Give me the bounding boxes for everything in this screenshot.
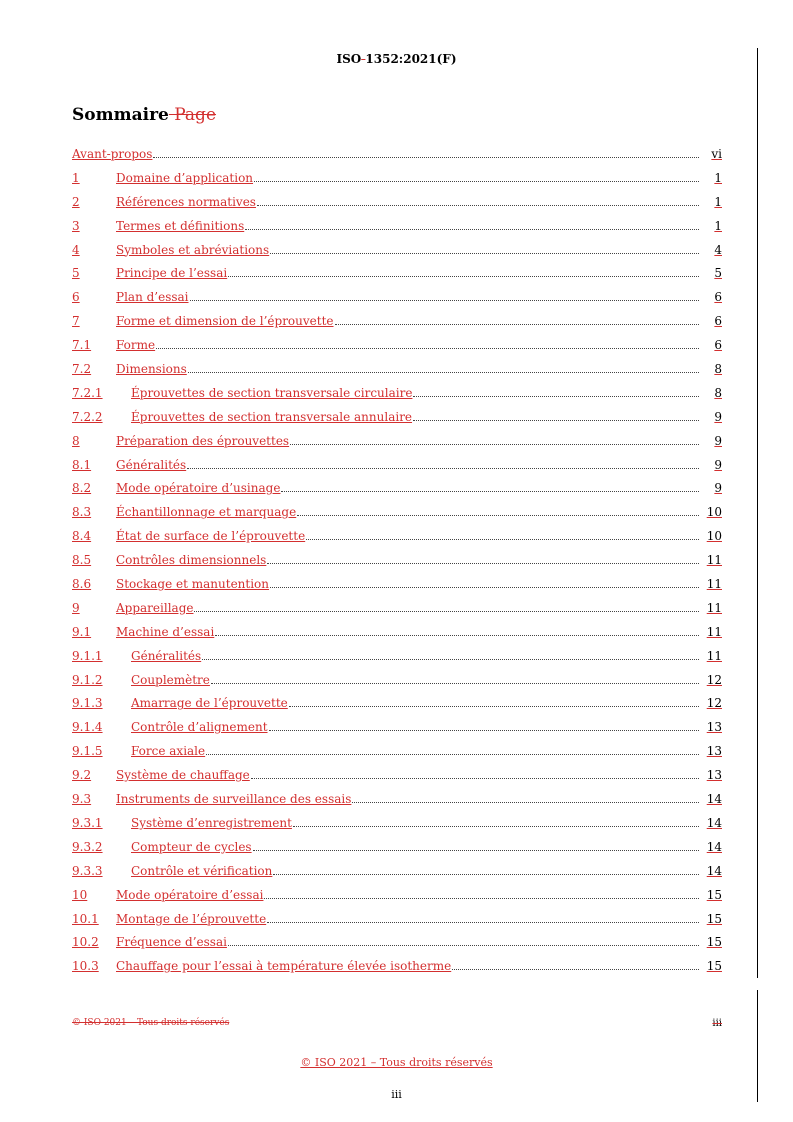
toc-entry-page: 6 bbox=[714, 338, 722, 353]
toc-entry-title: Références normatives bbox=[116, 194, 256, 209]
toc-entry-title: Stockage et manutention bbox=[116, 577, 270, 592]
toc-entry-title: Contrôle d’alignement bbox=[131, 720, 268, 735]
toc-entry bbox=[72, 264, 722, 288]
toc-entry bbox=[72, 599, 722, 623]
toc-dot-leader bbox=[211, 672, 699, 684]
toc-entry-number: 10.3 bbox=[72, 959, 99, 974]
toc-dot-leader bbox=[253, 839, 699, 851]
toc-entry-page: 11 bbox=[706, 624, 722, 639]
toc-dot-leader bbox=[352, 791, 699, 803]
toc-entry-page: 11 bbox=[706, 577, 722, 592]
toc-entry-page: 1 bbox=[714, 194, 722, 209]
toc-entry bbox=[72, 193, 722, 217]
toc-entry-link[interactable] bbox=[72, 910, 700, 928]
toc-entry-link[interactable] bbox=[72, 718, 700, 736]
toc-entry bbox=[72, 145, 722, 169]
toc-entry bbox=[72, 671, 722, 695]
toc-entry-number: 9.1.1 bbox=[72, 648, 103, 663]
toc-entry-number: 7.2 bbox=[72, 362, 92, 377]
toc-dot-leader bbox=[289, 695, 699, 707]
toc-entry-number: 7.2.1 bbox=[72, 385, 103, 400]
toc-entry-title: État de surface de l’éprouvette bbox=[116, 529, 306, 544]
toc-dot-leader bbox=[267, 552, 699, 564]
toc-entry bbox=[72, 360, 722, 384]
document-header bbox=[0, 52, 793, 66]
toc-entry-page: 4 bbox=[714, 242, 722, 257]
toc-dot-leader bbox=[290, 433, 699, 445]
toc-entry-title: Chauffage pour l’essai à température élevée isotherme bbox=[116, 959, 452, 974]
toc-entry bbox=[72, 432, 722, 456]
toc-entry-link[interactable] bbox=[72, 217, 700, 235]
toc-entry-page: 15 bbox=[706, 887, 722, 902]
toc-entry-title: Dimensions bbox=[116, 362, 187, 377]
toc-entry-number: 2 bbox=[72, 194, 80, 209]
toc-entry-link[interactable] bbox=[72, 384, 700, 402]
old-footer-copyright: © ISO 2021 – Tous droits réservés bbox=[72, 1018, 230, 1028]
toc-dot-leader bbox=[206, 743, 699, 755]
toc-entry-link[interactable] bbox=[72, 503, 700, 521]
header-prefix: ISO bbox=[336, 52, 362, 66]
toc-entry-page: 8 bbox=[714, 362, 722, 377]
toc-entry-title: Fréquence d’essai bbox=[116, 935, 227, 950]
toc-entry-link[interactable] bbox=[72, 527, 700, 545]
toc-entry bbox=[72, 623, 722, 647]
toc-entry bbox=[72, 957, 722, 981]
toc-entry-page: 11 bbox=[706, 648, 722, 663]
toc-entry-number: 9.3.3 bbox=[72, 863, 103, 878]
toc-title bbox=[72, 105, 216, 125]
toc-entry-link[interactable] bbox=[72, 575, 700, 593]
toc-dot-leader bbox=[413, 385, 699, 397]
toc-entry bbox=[72, 814, 722, 838]
toc-entry-number: 9.1 bbox=[72, 624, 92, 639]
toc-entry-link[interactable] bbox=[72, 814, 700, 832]
table-of-contents bbox=[72, 145, 722, 981]
toc-dot-leader bbox=[306, 528, 699, 540]
toc-entry-link[interactable] bbox=[72, 647, 700, 665]
footer-copyright: © ISO 2021 – Tous droits réservés bbox=[300, 1056, 493, 1069]
toc-title-text: Sommaire bbox=[72, 105, 169, 125]
toc-entry-title: Machine d’essai bbox=[116, 624, 215, 639]
toc-entry-title: Symboles et abréviations bbox=[116, 242, 270, 257]
toc-entry-number: 8.6 bbox=[72, 577, 92, 592]
toc-entry-title: Amarrage de l’éprouvette bbox=[131, 696, 288, 711]
toc-entry bbox=[72, 910, 722, 934]
toc-entry-number: 9.3.2 bbox=[72, 839, 103, 854]
toc-entry-link[interactable] bbox=[72, 169, 700, 187]
toc-dot-leader bbox=[270, 242, 699, 254]
toc-entry-page: 8 bbox=[714, 385, 722, 400]
toc-entry bbox=[72, 479, 722, 503]
toc-dot-leader bbox=[281, 480, 699, 492]
toc-dot-leader bbox=[270, 576, 699, 588]
toc-entry-title: Généralités bbox=[116, 457, 187, 472]
page-number: iii bbox=[391, 1088, 402, 1101]
toc-entry-link[interactable] bbox=[72, 479, 700, 497]
toc-entry-page: 14 bbox=[706, 815, 722, 830]
toc-dot-leader bbox=[187, 457, 699, 469]
toc-entry bbox=[72, 408, 722, 432]
toc-dot-leader bbox=[269, 719, 699, 731]
toc-entry-number: 10 bbox=[72, 887, 88, 902]
toc-entry-link[interactable] bbox=[72, 862, 700, 880]
toc-entry-page: 14 bbox=[706, 839, 722, 854]
toc-entry-page: 9 bbox=[714, 481, 722, 496]
toc-dot-leader bbox=[273, 863, 699, 875]
toc-entry-page: 15 bbox=[706, 935, 722, 950]
toc-entry-number: 7 bbox=[72, 314, 80, 329]
toc-entry-number: 5 bbox=[72, 266, 80, 281]
toc-entry bbox=[72, 838, 722, 862]
toc-dot-leader bbox=[228, 265, 699, 277]
toc-entry-number: 9.1.2 bbox=[72, 672, 103, 687]
toc-dot-leader bbox=[297, 504, 699, 516]
toc-entry-page: 13 bbox=[706, 744, 722, 759]
toc-entry-number: 8.2 bbox=[72, 481, 92, 496]
toc-dot-leader bbox=[215, 624, 699, 636]
toc-dot-leader bbox=[257, 194, 699, 206]
change-bar-top bbox=[757, 48, 758, 978]
old-footer bbox=[72, 1018, 722, 1028]
old-footer-page-number: iii bbox=[712, 1018, 722, 1029]
toc-entry-number: 9.3.1 bbox=[72, 815, 103, 830]
toc-entry-page: 12 bbox=[706, 696, 722, 711]
toc-entry-link[interactable] bbox=[72, 790, 700, 808]
toc-entry-number: 3 bbox=[72, 218, 80, 233]
toc-dot-leader bbox=[267, 911, 699, 923]
toc-dot-leader bbox=[245, 218, 699, 230]
toc-entry-title: Termes et définitions bbox=[116, 218, 245, 233]
toc-entry-title: Échantillonnage et marquage bbox=[116, 505, 297, 520]
toc-entry-number: 4 bbox=[72, 242, 80, 257]
toc-entry-link[interactable] bbox=[72, 193, 700, 211]
toc-entry-number: 8.5 bbox=[72, 553, 92, 568]
toc-entry-page: 5 bbox=[714, 266, 722, 281]
toc-entry-title: Appareillage bbox=[116, 600, 194, 615]
toc-dot-leader bbox=[264, 887, 699, 899]
toc-entry-number: 9.1.5 bbox=[72, 744, 103, 759]
toc-entry bbox=[72, 694, 722, 718]
toc-entry-link[interactable] bbox=[72, 671, 700, 689]
toc-entry-link[interactable] bbox=[72, 336, 700, 354]
toc-entry-link[interactable] bbox=[72, 694, 700, 712]
toc-entry-page: 15 bbox=[706, 959, 722, 974]
toc-entry bbox=[72, 312, 722, 336]
toc-entry bbox=[72, 527, 722, 551]
toc-entry-link[interactable] bbox=[72, 551, 700, 569]
toc-entry bbox=[72, 766, 722, 790]
toc-entry-title: Avant-propos bbox=[72, 147, 153, 161]
toc-entry bbox=[72, 503, 722, 527]
toc-entry-number: 1 bbox=[72, 170, 80, 185]
toc-entry-title: Forme bbox=[116, 338, 156, 353]
toc-page-column-label: Page bbox=[168, 105, 217, 125]
toc-entry-link[interactable] bbox=[72, 933, 700, 951]
toc-entry-number: 8.1 bbox=[72, 457, 92, 472]
toc-entry-link[interactable] bbox=[72, 241, 700, 259]
toc-entry-link[interactable] bbox=[72, 145, 700, 163]
toc-dot-leader bbox=[202, 648, 699, 660]
toc-entry-title: Force axiale bbox=[131, 744, 206, 759]
toc-entry bbox=[72, 384, 722, 408]
toc-entry-page: 6 bbox=[714, 290, 722, 305]
toc-entry-link[interactable] bbox=[72, 408, 700, 426]
toc-entry-page: 13 bbox=[706, 768, 722, 783]
toc-entry-title: Compteur de cycles bbox=[131, 839, 252, 854]
toc-entry-page: 9 bbox=[714, 457, 722, 472]
toc-entry bbox=[72, 456, 722, 480]
toc-entry bbox=[72, 718, 722, 742]
toc-entry-page: 14 bbox=[706, 792, 722, 807]
toc-entry-title: Contrôles dimensionnels bbox=[116, 553, 267, 568]
toc-entry-page: 1 bbox=[714, 218, 722, 233]
toc-entry-number: 9.1.3 bbox=[72, 696, 103, 711]
toc-dot-leader bbox=[190, 289, 699, 301]
toc-entry-page: 9 bbox=[714, 409, 722, 424]
toc-entry-title: Contrôle et vérification bbox=[131, 863, 273, 878]
toc-entry-title: Domaine d’application bbox=[116, 170, 254, 185]
toc-entry-page: 15 bbox=[706, 911, 722, 926]
toc-entry-link[interactable] bbox=[72, 360, 700, 378]
toc-entry-number: 9.1.4 bbox=[72, 720, 103, 735]
toc-dot-leader bbox=[156, 337, 699, 349]
toc-entry-link[interactable] bbox=[72, 623, 700, 641]
toc-entry-link[interactable] bbox=[72, 742, 700, 760]
toc-entry bbox=[72, 862, 722, 886]
toc-entry-number: 10.1 bbox=[72, 911, 99, 926]
toc-entry-title: Mode opératoire d’usinage bbox=[116, 481, 281, 496]
toc-entry bbox=[72, 336, 722, 360]
toc-entry-number: 8.4 bbox=[72, 529, 92, 544]
toc-entry bbox=[72, 933, 722, 957]
toc-entry-number: 7.1 bbox=[72, 338, 92, 353]
toc-entry-link[interactable] bbox=[72, 432, 700, 450]
toc-dot-leader bbox=[188, 361, 699, 373]
toc-entry-page: 11 bbox=[706, 600, 722, 615]
toc-entry-title: Mode opératoire d’essai bbox=[116, 887, 264, 902]
toc-entry-number: 8 bbox=[72, 433, 80, 448]
toc-entry bbox=[72, 790, 722, 814]
toc-entry-link[interactable] bbox=[72, 838, 700, 856]
toc-entry-link[interactable] bbox=[72, 766, 700, 784]
toc-entry-page: 6 bbox=[714, 314, 722, 329]
toc-entry-link[interactable] bbox=[72, 312, 700, 330]
toc-entry-page: vi bbox=[711, 147, 722, 161]
toc-dot-leader bbox=[293, 815, 699, 827]
toc-dot-leader bbox=[194, 600, 699, 612]
toc-entry bbox=[72, 647, 722, 671]
toc-entry-page: 13 bbox=[706, 720, 722, 735]
toc-entry-number: 8.3 bbox=[72, 505, 92, 520]
toc-entry-link[interactable] bbox=[72, 957, 700, 975]
toc-dot-leader bbox=[413, 409, 699, 421]
toc-dot-leader bbox=[228, 934, 699, 946]
toc-entry-title: Montage de l’éprouvette bbox=[116, 911, 267, 926]
toc-entry bbox=[72, 886, 722, 910]
toc-entry-page: 1 bbox=[714, 170, 722, 185]
toc-entry-title: Principe de l’essai bbox=[116, 266, 228, 281]
toc-entry-number: 7.2.2 bbox=[72, 409, 103, 424]
toc-entry-number: 6 bbox=[72, 290, 80, 305]
toc-entry-title: Forme et dimension de l’éprouvette bbox=[116, 314, 334, 329]
toc-entry-page: 12 bbox=[706, 672, 722, 687]
toc-entry-title: Couplemètre bbox=[131, 672, 210, 687]
toc-entry-link[interactable] bbox=[72, 288, 700, 306]
toc-entry bbox=[72, 217, 722, 241]
toc-entry-page: 11 bbox=[706, 553, 722, 568]
toc-entry-page: 14 bbox=[706, 863, 722, 878]
toc-entry-title: Éprouvettes de section transversale circulaire bbox=[131, 385, 413, 400]
change-bar-bottom bbox=[757, 990, 758, 1102]
toc-entry bbox=[72, 742, 722, 766]
toc-entry-title: Éprouvettes de section transversale annulaire bbox=[131, 409, 413, 424]
toc-dot-leader bbox=[452, 958, 699, 970]
toc-entry-title: Instruments de surveillance des essais bbox=[116, 792, 352, 807]
toc-entry-title: Système de chauffage bbox=[116, 768, 250, 783]
toc-entry-title: Préparation des éprouvettes bbox=[116, 433, 290, 448]
toc-entry-number: 9.2 bbox=[72, 768, 92, 783]
toc-entry-link[interactable] bbox=[72, 456, 700, 474]
toc-entry bbox=[72, 169, 722, 193]
toc-entry-link[interactable] bbox=[72, 264, 700, 282]
toc-entry-title: Plan d’essai bbox=[116, 290, 189, 305]
toc-entry bbox=[72, 575, 722, 599]
toc-entry-page: 10 bbox=[706, 529, 722, 544]
header-suffix: 1352:2021(F) bbox=[365, 52, 457, 66]
toc-dot-leader bbox=[335, 313, 699, 325]
toc-entry-link[interactable] bbox=[72, 599, 700, 617]
toc-dot-leader bbox=[251, 767, 699, 779]
toc-entry-number: 9.3 bbox=[72, 792, 92, 807]
toc-entry-page: 10 bbox=[706, 505, 722, 520]
toc-entry-title: Généralités bbox=[131, 648, 202, 663]
toc-entry-link[interactable] bbox=[72, 886, 700, 904]
toc-entry-number: 10.2 bbox=[72, 935, 99, 950]
toc-entry bbox=[72, 241, 722, 265]
toc-entry-page: 9 bbox=[714, 433, 722, 448]
toc-entry bbox=[72, 288, 722, 312]
toc-entry bbox=[72, 551, 722, 575]
toc-entry-number: 9 bbox=[72, 600, 80, 615]
toc-entry-title: Système d’enregistrement bbox=[131, 815, 292, 830]
toc-dot-leader bbox=[254, 170, 699, 182]
toc-dot-leader bbox=[153, 146, 699, 158]
